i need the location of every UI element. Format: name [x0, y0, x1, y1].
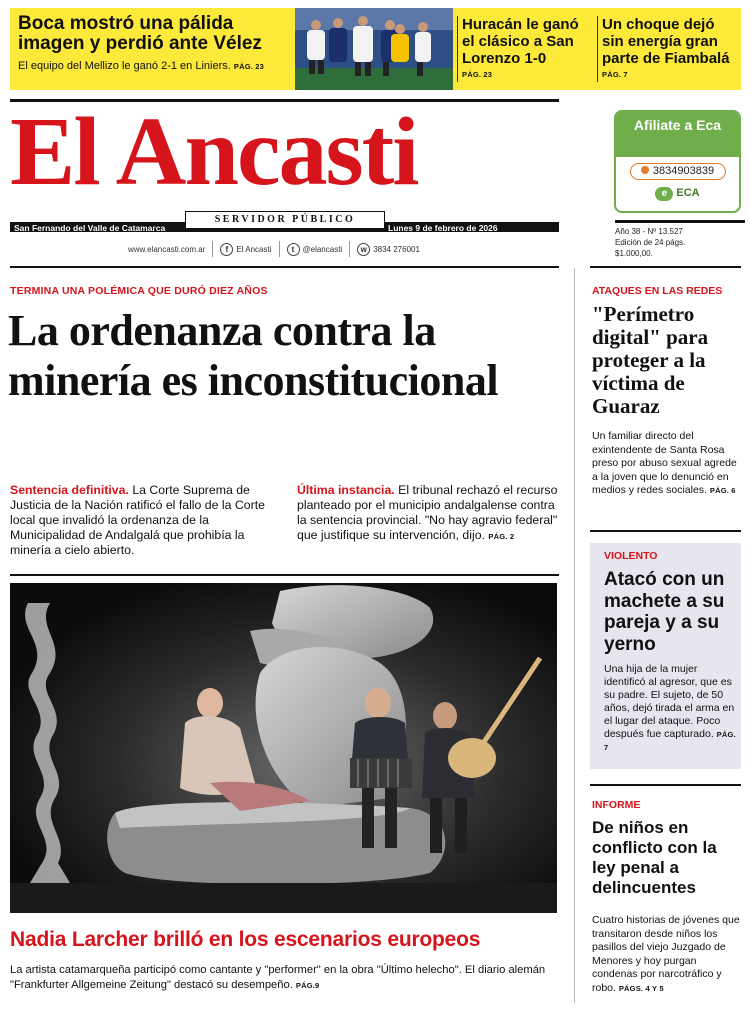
- divider: [212, 241, 213, 257]
- column-divider: [574, 268, 575, 1003]
- photo-story-headline[interactable]: Nadia Larcher brilló en los escenarios europeos: [10, 928, 481, 951]
- stage-photo-art: [10, 583, 557, 913]
- section-rule: [590, 266, 741, 268]
- page-ref: PÁG. 23: [233, 62, 265, 71]
- edition-price: $1.000,00.: [615, 249, 653, 258]
- page-ref: PÁG. 23: [462, 70, 493, 79]
- subhead-text: El tribunal rechazó el recurso planteado por el municipio andalgalense contra la sentencia provincial. "No hay agravio federal" que justifique su intervención, dijo.: [297, 483, 558, 542]
- football-photo: [295, 8, 453, 90]
- sidebar-3-kicker: INFORME: [592, 799, 641, 811]
- facebook-link[interactable]: El Ancasti: [236, 244, 272, 254]
- teaser-fiambala[interactable]: [602, 16, 737, 79]
- page-ref: PÁG. 6: [709, 486, 736, 495]
- section-rule: [10, 574, 559, 576]
- teaser-huracan[interactable]: [462, 16, 592, 79]
- page-ref: PÁG. 7: [602, 70, 628, 79]
- subhead-lead: Sentencia definitiva.: [10, 483, 129, 497]
- twitter-icon: t: [287, 243, 300, 256]
- phone-icon: [641, 166, 649, 174]
- page-ref: PÁG. 2: [488, 532, 515, 541]
- page-ref: PÁGS. 4 Y 5: [618, 983, 664, 993]
- sidebar-2-kicker: VIOLENTO: [604, 550, 658, 562]
- divider: [349, 241, 350, 257]
- teaser-headline: Boca mostró una pálida imagen y perdió ante Vélez: [18, 13, 262, 54]
- whatsapp-icon: w: [357, 243, 370, 256]
- eca-logo-text: ECA: [676, 187, 700, 199]
- section-rule: [590, 530, 741, 532]
- sidebar-1-kicker: ATAQUES EN LAS REDES: [592, 285, 723, 297]
- subhead-text: La Corte Suprema de Justicia de la Nación ratificó el fallo de la Corte local que invalidó la ordenanza de la Municipalidad de Andalgalá que prohibía la minería a cielo abierto.: [10, 483, 265, 557]
- main-kicker: TERMINA UNA POLÉMICA QUE DURÓ DIEZ AÑOS: [10, 285, 268, 297]
- sidebar-3-text: [592, 914, 742, 995]
- social-links: [128, 240, 420, 258]
- teaser-summary-text: El equipo del Mellizo le ganó 2-1 en Liniers.: [18, 60, 231, 72]
- edition-number: Año 38 - Nº 13.527: [615, 227, 683, 236]
- football-photo-art: [295, 8, 453, 90]
- top-teaser-strip: [10, 8, 741, 90]
- section-rule: [10, 266, 559, 268]
- photo-story-text: [10, 963, 558, 993]
- stage-performance-photo: [10, 583, 557, 913]
- main-headline[interactable]: La ordenanza contra la minería es inconstitucional: [8, 306, 499, 405]
- eca-ad-title: Afiliate a Eca: [616, 112, 739, 157]
- teaser-summary: [18, 60, 288, 73]
- divider: [279, 241, 280, 257]
- eca-logo-mark-icon: e: [655, 187, 673, 201]
- main-subhead-2: [297, 483, 559, 544]
- photo-story-body: La artista catamarqueña participó como cantante y "performer" en la obra "Último helecho". El diario alemán "Frankfurter Allgemeine Zeitung" destacó su desempeño.: [10, 964, 546, 991]
- teaser-headline: Huracán le ganó el clásico a San Lorenzo 1-0: [462, 16, 579, 67]
- sidebar-2-body: Una hija de la mujer identificó al agresor, que es su padre. El sujeto, de 50 años, dejó tirada el arma en el lugar del ataque. Poco después fue capturado.: [604, 663, 735, 740]
- page-ref: PÁG.9: [295, 981, 320, 990]
- website-link[interactable]: www.elancasti.com.ar: [128, 244, 206, 254]
- eca-phone-number: 3834903839: [652, 165, 715, 177]
- page-ref: PÁG. 7: [604, 730, 736, 752]
- masthead-place: San Fernando del Valle de Catamarca: [14, 223, 166, 233]
- sidebar-1-headline[interactable]: "Perímetro digital" para proteger a la víctima de Guaraz: [592, 302, 709, 418]
- edition-pages: Edición de 24 págs.: [615, 238, 686, 247]
- facebook-icon: f: [220, 243, 233, 256]
- section-rule: [590, 784, 741, 786]
- divider: [457, 16, 458, 82]
- teaser-headline: Un choque dejó sin energía gran parte de Fiambalá: [602, 16, 730, 67]
- subhead-lead: Última instancia.: [297, 483, 395, 497]
- edition-info: [615, 220, 745, 259]
- sidebar-3-headline[interactable]: De niños en conflicto con la ley penal a delincuentes: [592, 818, 717, 897]
- sidebar-2-box: [590, 543, 741, 769]
- masthead-date: Lunes 9 de febrero de 2026: [388, 223, 498, 233]
- teaser-boca[interactable]: [18, 14, 288, 73]
- sidebar-3-body: Cuatro historias de jóvenes que transitaron desde niños los pasillos del viejo Juzgado de Menores y hoy purgan condenas por narcotráfico y robo.: [592, 914, 740, 994]
- eca-phone-pill[interactable]: [630, 163, 726, 180]
- sidebar-1-text: [592, 430, 742, 498]
- main-subhead-1: [10, 483, 272, 558]
- eca-logo: [616, 187, 739, 201]
- sidebar-2-headline[interactable]: Atacó con un machete a su pareja y a su yerno: [604, 569, 725, 655]
- newspaper-logo[interactable]: El Ancasti: [10, 98, 418, 206]
- eca-affiliation-ad[interactable]: [614, 110, 741, 213]
- twitter-link[interactable]: @elancasti: [302, 244, 343, 254]
- sidebar-2-text: [604, 663, 736, 754]
- whatsapp-number[interactable]: 3834 276001: [373, 244, 420, 254]
- divider: [597, 16, 598, 82]
- sidebar-1-body: Un familiar directo del exintendente de Santa Rosa preso por abuso sexual agrede a la joven que lo denunció en medios y redes sociales.: [592, 430, 737, 496]
- tagline: SERVIDOR PÚBLICO: [185, 211, 385, 229]
